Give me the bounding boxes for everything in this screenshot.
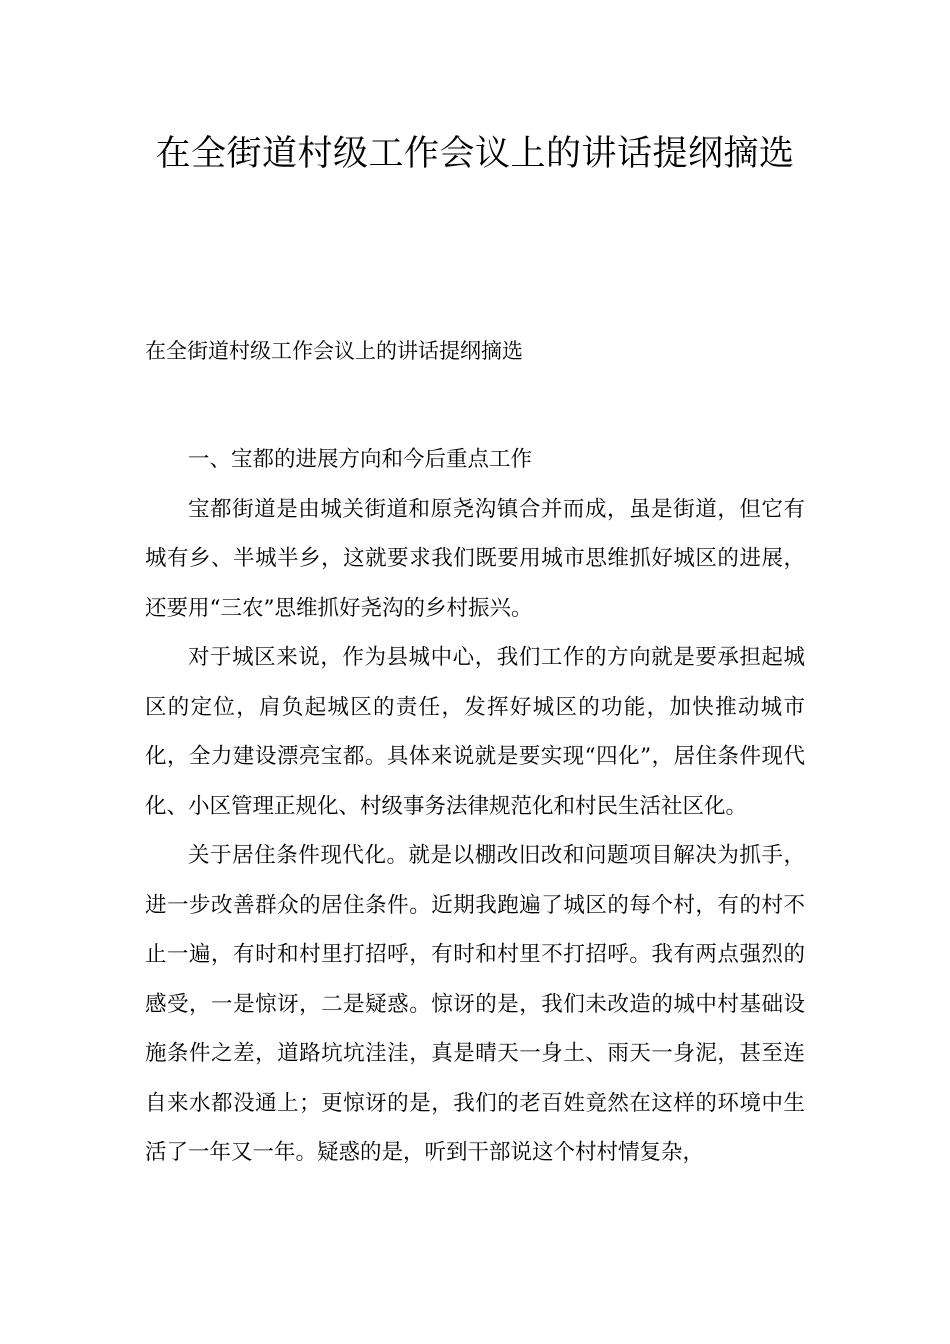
- section-heading: 一、宝都的进展方向和今后重点工作: [188, 447, 533, 472]
- body-paragraph: 对于城区来说，作为县城中心，我们工作的方向就是要承担起城区的定位，肩负起城区的责任，发挥好城区的功能，加快推动城市化，全力建设漂亮宝都。具体来说就是要实现“四化”，居住条件现代化、小区管理正规化、村级事务法律规范化和村民生活社区化。: [145, 645, 805, 819]
- body-paragraph: 关于居住条件现代化。就是以棚改旧改和问题项目解决为抓手，进一步改善群众的居住条件。近期我跑遍了城区的每个村，有的村不止一遍，有时和村里打招呼，有时和村里不打招呼。我有两点强烈的感受，一是惊讶，二是疑惑。惊讶的是，我们未改造的城中村基础设施条件之差，道路坑坑洼洼，真是晴天一身土、雨天一身泥，甚至连自来水都没通上；更惊讶的是，我们的老百姓竟然在这样的环境中生活了一年又一年。疑惑的是，听到干部说这个村村情复杂，: [145, 843, 805, 1165]
- body-paragraph: 宝都街道是由城关街道和原尧沟镇合并而成，虽是街道，但它有城有乡、半城半乡，这就要求我们既要用城市思维抓好城区的进展，还要用“三农”思维抓好尧沟的乡村振兴。: [145, 496, 805, 621]
- document-subtitle: 在全街道村级工作会议上的讲话提纲摘选: [145, 339, 523, 363]
- document-body: [145, 435, 805, 1178]
- document-title: 在全街道村级工作会议上的讲话提纲摘选: [155, 134, 795, 174]
